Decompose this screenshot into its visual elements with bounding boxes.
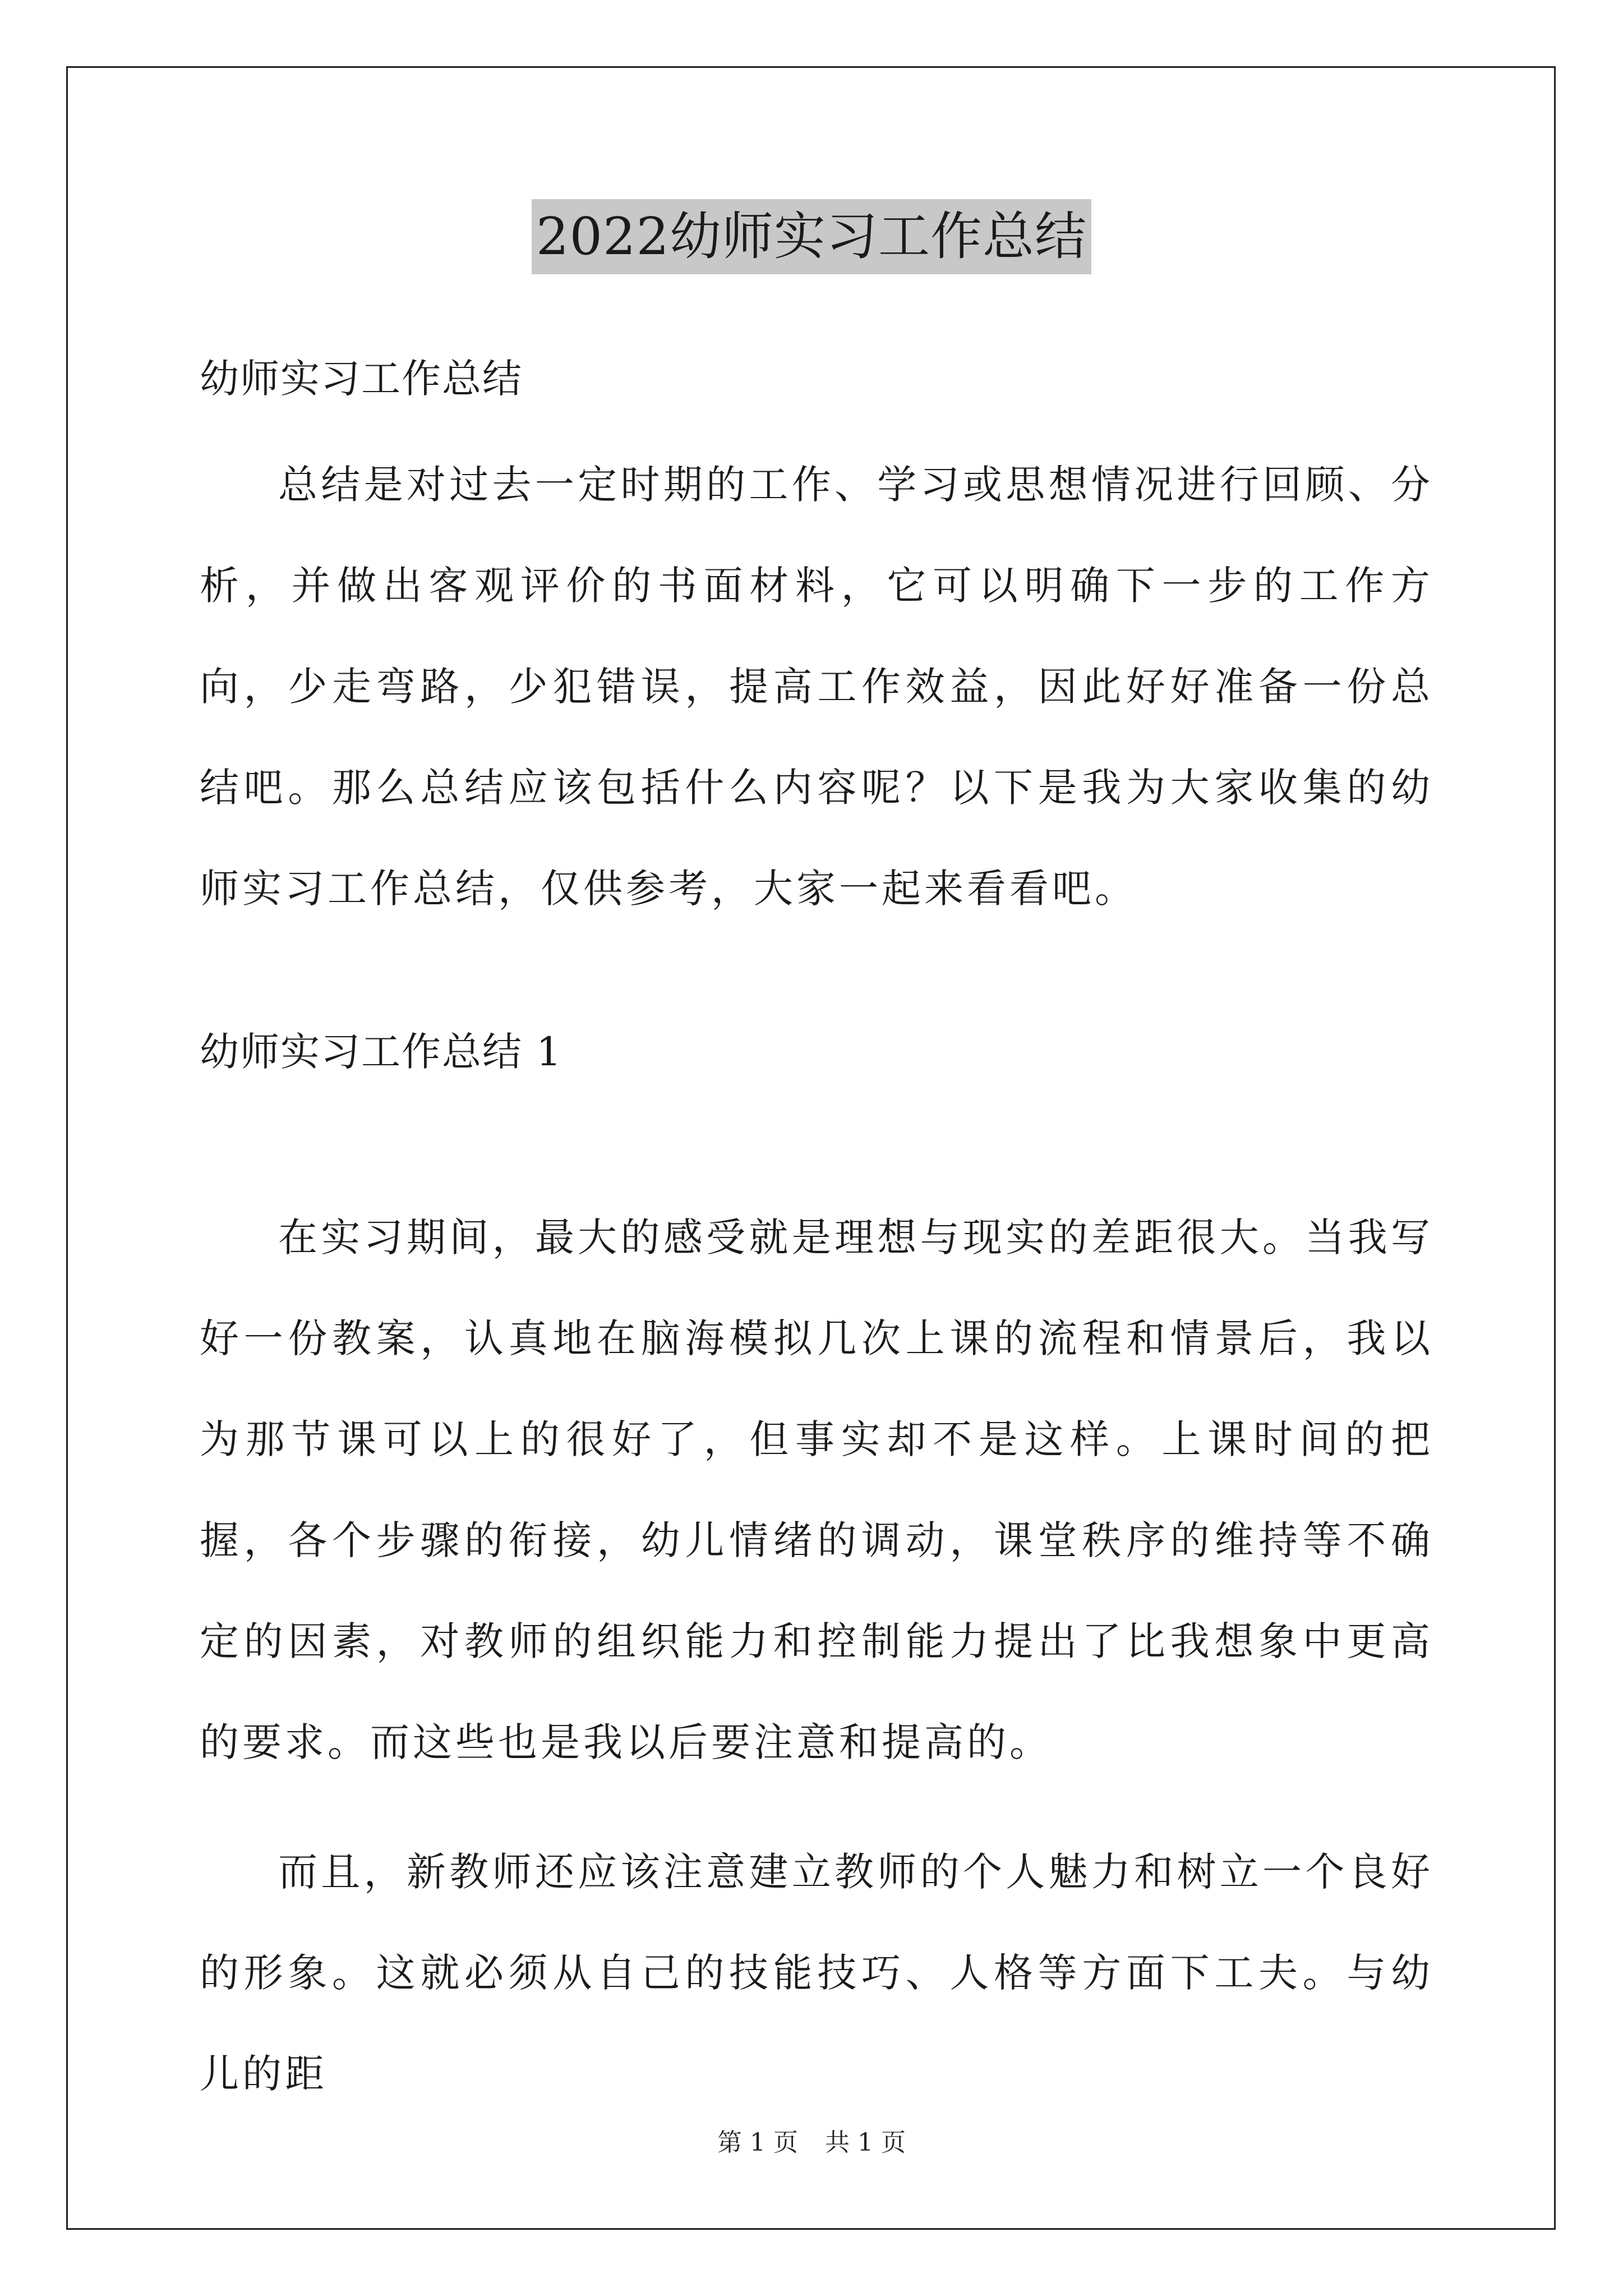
body-paragraph-2: 而且，新教师还应该注意建立教师的个人魅力和树立一个良好的形象。这就必须从自己的技能技巧、人格等方面下工夫。与幼儿的距 xyxy=(200,1849,1433,2097)
intro-paragraph: 总结是对过去一定时期的工作、学习或思想情况进行回顾、分析，并做出客观评价的书面材料，它可以明确下一步的工作方向，少走弯路，少犯错误，提高工作效益，因此好好准备一份总结吧。那么总结应该包括什么内容呢？以下是我为大家收集的幼师实习工作总结，仅供参考，大家一起来看看吧。 xyxy=(200,462,1433,912)
document-subtitle: 幼师实习工作总结 xyxy=(200,356,523,402)
page-number: 第 1 页 xyxy=(717,2128,798,2157)
page-total: 共 1 页 xyxy=(825,2128,906,2157)
page-footer xyxy=(0,2126,1623,2160)
document-title: 2022幼师实习工作总结 xyxy=(532,199,1091,274)
section-heading: 幼师实习工作总结 1 xyxy=(200,1029,562,1075)
body-paragraph-1: 在实习期间，最大的感受就是理想与现实的差距很大。当我写好一份教案，认真地在脑海模拟几次上课的流程和情景后，我以为那节课可以上的很好了，但事实却不是这样。上课时间的把握，各个步骤的衔接，幼儿情绪的调动，课堂秩序的维持等不确定的因素，对教师的组织能力和控制能力提出了比我想象中更高的要求。而这些也是我以后要注意和提高的。 xyxy=(200,1214,1433,1765)
title-container xyxy=(0,199,1623,274)
